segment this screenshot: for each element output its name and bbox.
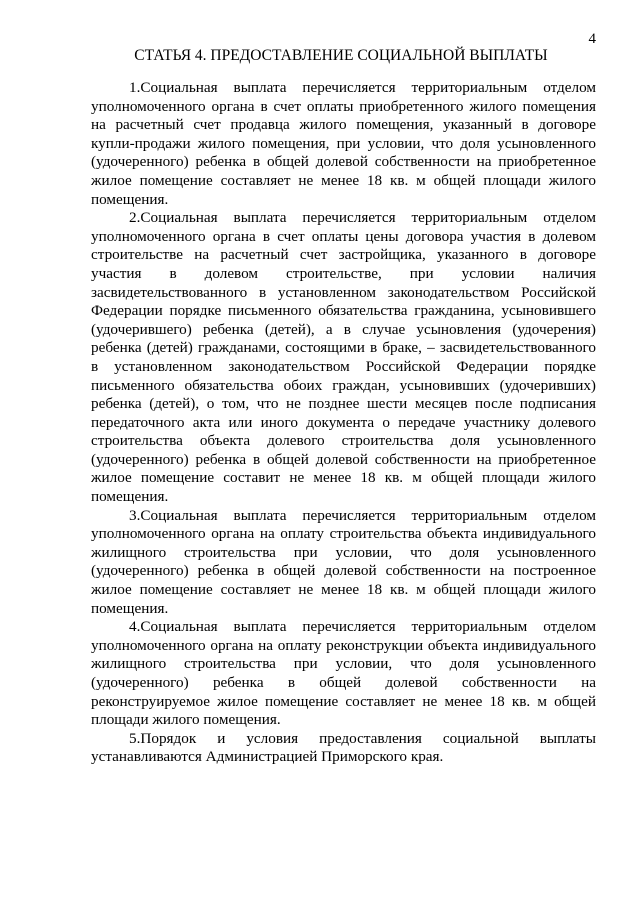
paragraph-1: 1.Социальная выплата перечисляется территориальным отделом уполномоченного органа в счет оплаты приобретенного жилого помещения на расчетный счет продавца жилого помещения, указанный в договоре купли-продажи жилого помещения, при условии, что доля усыновленного (удочеренного) ребенка в общей долевой собственности на приобретенное жилое помещение составляет не менее 18 кв. м общей площади жилого помещения.: [91, 79, 596, 208]
paragraph-3: 3.Социальная выплата перечисляется территориальным отделом уполномоченного органа на оплату строительства объекта индивидуального жилищного строительства при условии, что доля усыновленного (удочеренного) ребенка в общей долевой собственности на построенное жилое помещение составляет не менее 18 кв. м общей площади жилого помещения.: [91, 506, 596, 617]
paragraph-2: 2.Социальная выплата перечисляется территориальным отделом уполномоченного органа в счет оплаты цены договора участия в долевом строительстве на расчетный счет застройщика, указанного в договоре участия в долевом строительстве, при условии наличия засвидетельствованного в установленном законодательством Российской Федерации порядке письменного обязательства гражданина, усыновившего (удочерившего) ребенка (детей), а в случае усыновления (удочерения) ребенка (детей) гражданами, состоящими в браке, – засвидетельствованного в установленном законодательством Российской Федерации порядке письменного обязательства обоих граждан, усыновивших (удочеривших) ребенка (детей), о том, что не позднее шести месяцев после подписания передаточного акта или иного документа о передаче участнику долевого строительства объекта долевого строительства доля усыновленного (удочеренного) ребенка в общей долевой собственности на приобретенное жилое помещение составит не менее 18 кв. м общей площади жилого помещения.: [91, 209, 596, 506]
article-heading: СТАТЬЯ 4. ПРЕДОСТАВЛЕНИЕ СОЦИАЛЬНОЙ ВЫПЛАТЫ: [134, 47, 548, 64]
page-number: 4: [588, 31, 596, 47]
paragraph-5: 5.Порядок и условия предоставления социальной выплаты устанавливаются Администрацией Приморского края.: [91, 729, 596, 766]
paragraph-4: 4.Социальная выплата перечисляется территориальным отделом уполномоченного органа на оплату реконструкции объекта индивидуального жилищного строительства при условии, что доля усыновленного (удочеренного) ребенка в общей долевой собственности на реконструируемое жилое помещение составляет не менее 18 кв. м общей площади жилого помещения.: [91, 618, 596, 729]
article-body: [91, 79, 596, 767]
